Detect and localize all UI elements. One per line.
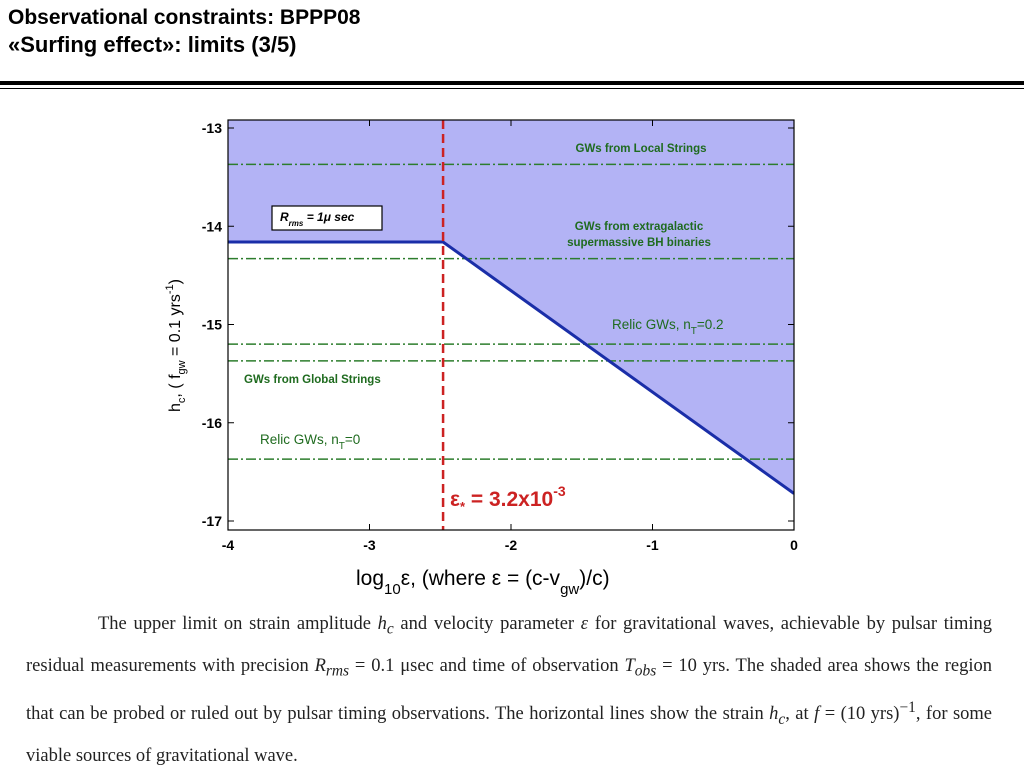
label-relic-nt-02: Relic GWs, $n_T=0.2$ bbox=[612, 317, 724, 337]
rrms-inset-label: $R_{rms} = 1\mu$ sec bbox=[280, 210, 355, 228]
rrms-inset bbox=[272, 206, 382, 230]
x-tick-label: -2 bbox=[504, 537, 518, 553]
label-global-strings: GWs from Global Strings bbox=[244, 374, 381, 386]
label-relic-nt-0: Relic GWs, $n_T=0$ bbox=[260, 432, 361, 452]
x-tick-label: 0 bbox=[790, 537, 798, 553]
x-axis-label: $\log_{10}\varepsilon$, (where $\varepsilon = (c-v_{gw})/c$) bbox=[356, 567, 610, 598]
y-tick-label: -17 bbox=[201, 513, 222, 529]
x-tick-label: -1 bbox=[646, 537, 659, 553]
epsilon-star-label: $\varepsilon_* = 3.2x10^{-3}$ bbox=[450, 483, 566, 514]
y-tick-label: -15 bbox=[201, 316, 222, 333]
label-smbh-binaries-line1: GWs from extragalactic bbox=[574, 221, 704, 233]
label-smbh-binaries-line2: supermassive BH binaries bbox=[567, 237, 711, 249]
caption-paragraph: The upper limit on strain amplitude $h_c$ and velocity parameter ε for gravitational waves, achievable by pulsar timing residual measurements with precision $R_{rms} = 0.1$ μsec and time of observation $T_{obs} = 10$ yrs. The shaded area shows the region that can be probed or ruled out by pulsar timing observations. The horizontal lines show the strain $h_c$, at f = (10 yrs)$^{-1}$, for some viable sources of gravitational wave. bbox=[26, 614, 993, 767]
slide-title: Observational constraints: BPPP08 bbox=[8, 6, 361, 29]
y-tick-label: -16 bbox=[201, 414, 222, 431]
y-tick-label: -13 bbox=[201, 120, 222, 136]
y-axis-label: $h_c$, ( $f_{gw} = 0.1$ yrs$^{-1}$) bbox=[164, 279, 188, 412]
figure-caption bbox=[26, 606, 992, 775]
x-tick-label: -4 bbox=[221, 537, 235, 553]
x-tick-label: -3 bbox=[363, 537, 376, 553]
slide-subtitle: «Surfing effect»: limits (3/5) bbox=[8, 32, 297, 57]
y-tick-label: -14 bbox=[201, 218, 222, 235]
label-local-strings: GWs from Local Strings bbox=[575, 143, 707, 155]
